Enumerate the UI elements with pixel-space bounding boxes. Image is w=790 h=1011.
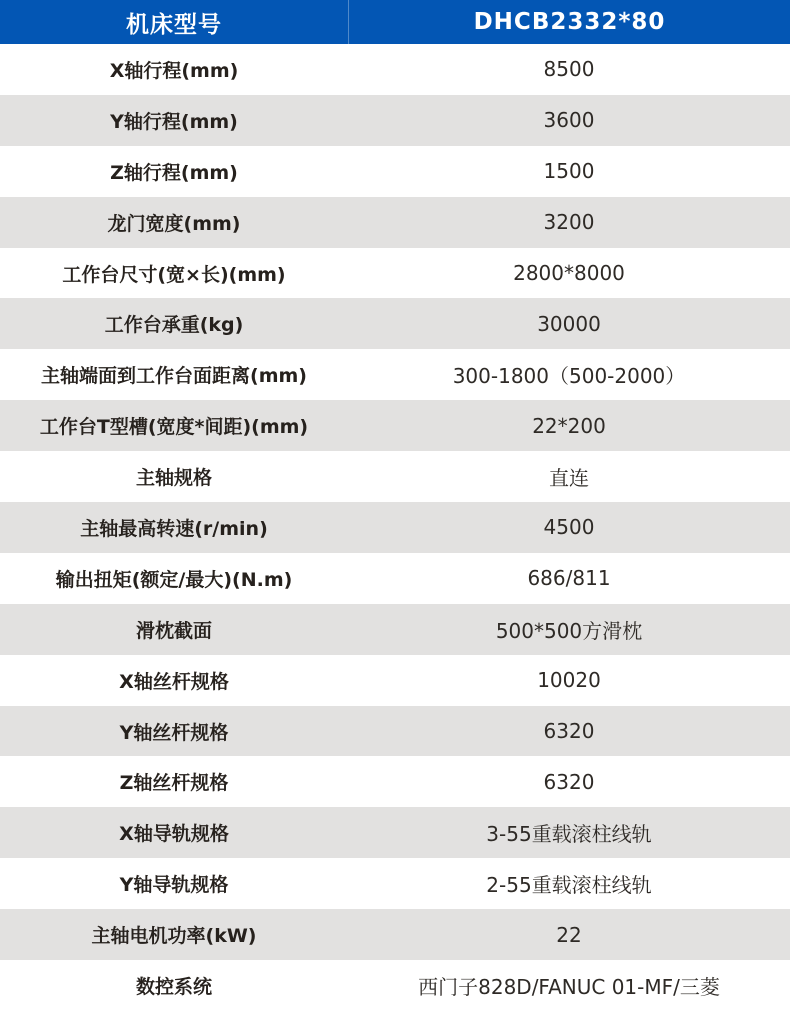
table-row [0,960,790,1011]
spec-value: 22 [556,922,582,947]
spec-label: 主轴规格 [135,467,212,490]
spec-value: 300-1800（500-2000） [452,364,686,389]
table-row [0,604,790,655]
header-model-label: 机床型号 [126,11,222,38]
table-row [0,44,790,95]
spec-value: 10020 [537,668,601,693]
table-row [0,146,790,197]
spec-label: 工作台承重(kg) [104,314,244,337]
spec-label: Y轴导轨规格 [119,874,229,897]
spec-label: 工作台T型槽(宽度*间距)(mm) [39,416,309,439]
table-row [0,349,790,400]
spec-value: 500*500方滑枕 [495,618,643,643]
spec-value: 3-55重载滚柱线轨 [486,822,652,847]
table-row [0,248,790,299]
table-header-row [0,0,790,44]
spec-value: 8500 [543,57,595,82]
table-row [0,298,790,349]
table-row [0,95,790,146]
header-model-value: DHCB2332*80 [348,0,790,44]
spec-label: 主轴最高转速(r/min) [80,517,268,540]
spec-label: Z轴行程(mm) [110,161,238,184]
spec-value: 3200 [543,210,595,235]
table-row [0,451,790,502]
table-row [0,858,790,909]
spec-value: 2800*8000 [513,261,625,285]
spec-value: 2-55重载滚柱线轨 [486,873,652,898]
table-row [0,197,790,248]
spec-label: Y轴丝杆规格 [119,721,229,744]
spec-value: 3600 [543,108,595,133]
spec-value: 22*200 [532,413,606,438]
spec-rows [0,44,790,1011]
spec-label: X轴丝杆规格 [119,670,229,693]
spec-label: 输出扭矩(额定/最大)(N.m) [55,568,293,591]
table-row [0,756,790,807]
spec-label: Y轴行程(mm) [110,110,238,133]
table-row [0,502,790,553]
spec-label: 滑枕截面 [135,619,212,642]
spec-label: X轴导轨规格 [119,823,229,846]
spec-value: 直连 [549,466,589,491]
table-row [0,400,790,451]
spec-label: 主轴端面到工作台面距离(mm) [41,365,307,388]
table-row [0,706,790,757]
spec-value: 30000 [537,311,601,336]
table-row [0,655,790,706]
table-row [0,909,790,960]
spec-value: 6320 [543,719,595,744]
table-row [0,807,790,858]
spec-value: 686/811 [527,566,611,591]
spec-label: X轴行程(mm) [109,59,239,82]
spec-label: 工作台尺寸(宽×长)(mm) [62,263,286,286]
spec-label: 数控系统 [135,975,212,998]
spec-value: 6320 [543,769,595,794]
spec-label: Z轴丝杆规格 [119,772,229,795]
spec-label: 主轴电机功率(kW) [91,925,257,948]
table-row [0,553,790,604]
spec-label: 龙门宽度(mm) [107,212,241,235]
spec-value: 西门子828D/FANUC 01-MF/三菱 [418,974,720,999]
spec-value: 1500 [543,159,595,184]
spec-value: 4500 [543,515,595,540]
